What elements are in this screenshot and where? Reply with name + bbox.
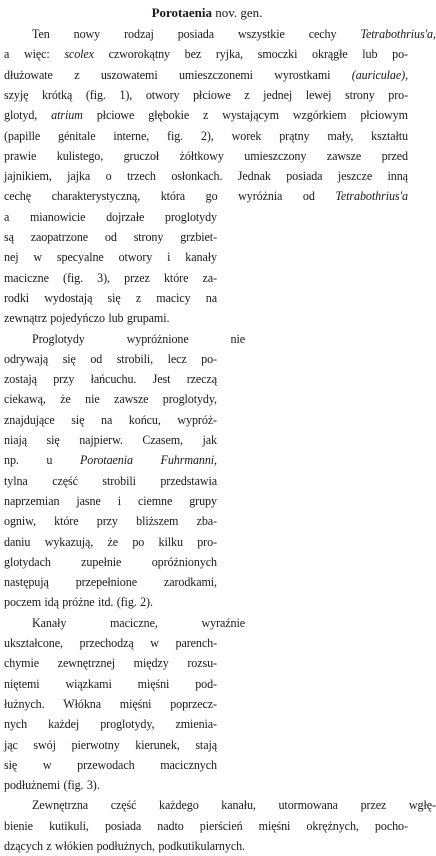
- word: wszystkie: [237, 27, 285, 41]
- text-line: [4, 511, 217, 531]
- word: macicznych: [160, 757, 217, 772]
- word: każdego: [159, 798, 199, 813]
- word: inną: [387, 169, 408, 184]
- word: się: [46, 433, 60, 447]
- word: jasne: [76, 493, 101, 508]
- word: swój: [33, 737, 56, 752]
- word: rodzaj: [124, 27, 154, 41]
- word: kanały: [185, 250, 217, 265]
- word: jąc: [4, 737, 18, 752]
- text-line: [4, 329, 245, 349]
- word: wyraźnie: [201, 615, 245, 630]
- word: umieszczonemi: [178, 67, 253, 82]
- word: końcu,: [128, 412, 161, 427]
- word: wyróżnia: [238, 189, 283, 204]
- word: opróżnionych: [151, 554, 217, 569]
- word: niają: [4, 433, 28, 447]
- text-line: [4, 653, 217, 673]
- word: żółtkowy: [179, 148, 224, 163]
- word: rodki: [4, 290, 30, 305]
- word: mięśni: [119, 696, 152, 711]
- text-line: [4, 24, 436, 44]
- word: przepełnione: [75, 575, 137, 590]
- text-line: [4, 592, 217, 612]
- word: w: [33, 250, 43, 265]
- word: mięśni: [137, 676, 170, 691]
- word: cechę: [4, 189, 32, 204]
- word: strony: [345, 87, 375, 102]
- word: w: [150, 636, 159, 650]
- text-line: [4, 816, 408, 836]
- word: lecz: [167, 351, 187, 366]
- word: wypróż-: [177, 412, 217, 427]
- italic-term: Porotaenia: [79, 453, 133, 468]
- word: okrężnych,: [306, 818, 359, 833]
- text-line: [4, 186, 408, 206]
- word: po-: [392, 47, 408, 62]
- word: głębokie: [148, 108, 190, 123]
- word: (fig.: [85, 87, 106, 102]
- text-line: [4, 694, 217, 714]
- word: poczem: [4, 595, 42, 610]
- section-title: [0, 4, 414, 22]
- word: (papille: [4, 128, 41, 143]
- text-line: [4, 613, 245, 633]
- word: strony: [133, 230, 164, 244]
- word: gruczoł: [123, 148, 160, 163]
- word: pocho-: [374, 818, 408, 833]
- word: podkutikularnych.: [158, 839, 245, 853]
- text-line: [4, 308, 217, 328]
- word: w: [42, 757, 52, 772]
- text-line: [4, 775, 408, 795]
- text-line: [4, 146, 408, 166]
- word: część: [110, 798, 137, 813]
- word: znajdujące: [4, 412, 55, 427]
- text-line: [4, 572, 217, 592]
- word: z: [244, 87, 250, 102]
- word: utormowana: [278, 798, 338, 813]
- word: bliższem: [136, 514, 179, 529]
- word: łańcuchu.: [90, 372, 137, 387]
- word: u: [46, 453, 53, 468]
- word: chymie: [4, 656, 39, 671]
- italic-term: (auriculae),: [351, 67, 408, 82]
- word: lub: [362, 47, 378, 62]
- word: naprzemian: [4, 493, 60, 508]
- word: pierwotny: [71, 737, 120, 752]
- word: jednej: [263, 87, 293, 102]
- word: pro-: [388, 87, 408, 102]
- word: posiada: [286, 169, 323, 184]
- word: Kanały: [32, 615, 67, 630]
- word: kulistego,: [56, 148, 104, 163]
- word: zarodkami,: [163, 575, 217, 590]
- word: od: [90, 351, 103, 366]
- word: czworokątny: [108, 47, 170, 62]
- word: grzbiet-: [180, 230, 217, 244]
- text-line: [4, 349, 217, 369]
- word: zupełnie: [81, 554, 122, 569]
- word: jak: [202, 433, 217, 447]
- word: génitale: [58, 128, 96, 143]
- italic-term: scolex: [64, 47, 94, 62]
- word: płciowe: [193, 87, 231, 102]
- word: smoczki: [257, 47, 298, 62]
- word: 2),: [200, 128, 214, 143]
- word: podłużnych,: [96, 839, 155, 853]
- word: Zewnętrzna: [32, 798, 89, 813]
- genus-suffix: nov. gen.: [215, 5, 263, 20]
- word: najpierw.: [79, 433, 123, 447]
- italic-term: Tetrabothrius'a,: [360, 27, 436, 41]
- word: i: [167, 250, 171, 265]
- italic-term: Fuhrmanni,: [160, 453, 217, 468]
- word: się: [107, 290, 121, 305]
- word: jajka: [67, 169, 91, 184]
- word: pojedyńczo: [50, 311, 105, 326]
- word: podłużnemi: [4, 778, 61, 793]
- word: przez: [124, 270, 150, 285]
- word: wiązkami: [65, 676, 112, 691]
- word: z: [46, 839, 52, 853]
- word: wzgórkiem: [292, 108, 347, 123]
- text-line: [4, 85, 408, 105]
- word: grupami.: [126, 311, 170, 326]
- word: ogniw,: [4, 514, 36, 529]
- word: ciemne: [137, 493, 173, 508]
- word: nej: [4, 250, 19, 265]
- word: łużnych.: [4, 696, 45, 711]
- word: wyrostkami: [274, 67, 331, 82]
- word: przechodzą: [79, 636, 134, 650]
- word: idą: [44, 595, 59, 610]
- text-line: [4, 450, 217, 470]
- word: za-: [202, 270, 217, 285]
- word: przedstawia: [160, 473, 217, 488]
- word: zba-: [196, 514, 217, 529]
- word: Czasem,: [142, 433, 183, 447]
- word: przewodach: [77, 757, 135, 772]
- word: 2).: [140, 595, 153, 610]
- word: parench-: [175, 636, 217, 650]
- text-line: [4, 268, 217, 288]
- word: kanału,: [221, 798, 256, 813]
- word: płciowym: [360, 108, 408, 123]
- text-line: [4, 105, 408, 125]
- word: worek: [231, 128, 262, 143]
- word: z: [74, 67, 80, 82]
- word: Ten: [32, 27, 50, 41]
- word: że: [107, 534, 119, 549]
- word: pro-: [197, 534, 217, 549]
- word: część: [52, 473, 78, 488]
- word: proglotydy: [164, 209, 217, 224]
- word: daniu: [4, 534, 31, 549]
- word: niętemi: [4, 676, 40, 691]
- text-line: [4, 471, 217, 491]
- word: przed: [381, 148, 408, 163]
- word: zmienia-: [175, 717, 217, 732]
- word: pierścień: [199, 818, 243, 833]
- text-line: [4, 227, 217, 247]
- word: (fig.: [116, 595, 137, 610]
- word: 1),: [119, 87, 133, 102]
- word: i: [117, 493, 121, 508]
- word: uszowatemi: [100, 67, 158, 82]
- text-line: [4, 207, 217, 227]
- text-line: [4, 288, 217, 308]
- word: następują: [4, 575, 49, 590]
- word: strobili: [102, 473, 136, 488]
- word: które: [163, 270, 189, 285]
- word: nowy: [73, 27, 101, 41]
- text-line: [4, 65, 408, 85]
- word: przy: [53, 372, 75, 387]
- word: włókien: [54, 839, 94, 853]
- word: mały,: [327, 128, 354, 143]
- word: pod-: [195, 676, 217, 691]
- word: kształtu: [371, 128, 408, 143]
- word: o: [105, 169, 112, 184]
- word: po: [132, 534, 145, 549]
- word: lewej: [305, 87, 332, 102]
- word: tylna: [4, 473, 28, 488]
- word: proglotydy,: [162, 392, 217, 407]
- word: 3),: [97, 270, 110, 285]
- word: (fig.: [63, 270, 84, 285]
- word: Włókna: [63, 696, 101, 711]
- word: między: [133, 656, 169, 671]
- word: otwory: [145, 87, 180, 102]
- word: np.: [4, 453, 19, 468]
- word: mięśni: [258, 818, 291, 833]
- word: z: [135, 290, 142, 305]
- word: nych: [4, 717, 28, 732]
- word: poprzecz-: [170, 696, 217, 711]
- word: itd.: [97, 595, 114, 610]
- word: kierunek,: [135, 737, 180, 752]
- word: każdej: [48, 717, 80, 732]
- text-line: [4, 633, 217, 653]
- word: jajnikiem,: [4, 169, 52, 184]
- word: a: [4, 209, 10, 224]
- word: okrągłe: [312, 47, 348, 62]
- text-line: [4, 126, 408, 146]
- word: zewnętrznej: [57, 656, 115, 671]
- italic-term: atrium: [51, 108, 83, 123]
- word: od: [104, 230, 117, 244]
- word: rzeczą: [186, 372, 217, 387]
- word: na: [101, 412, 113, 427]
- word: maciczne: [4, 270, 49, 285]
- word: że: [60, 392, 71, 407]
- word: bienie: [4, 818, 33, 833]
- text-line: [4, 389, 217, 409]
- text-line: [4, 369, 217, 389]
- word: (fig.: [63, 778, 84, 793]
- text-line: [4, 735, 217, 755]
- word: macicy: [156, 290, 191, 305]
- word: glotyd,: [4, 108, 38, 123]
- text-line: [4, 430, 217, 450]
- word: które: [54, 514, 79, 529]
- word: a: [4, 47, 10, 62]
- word: bez: [184, 47, 202, 62]
- word: interne,: [113, 128, 150, 143]
- word: glotydach: [4, 554, 51, 569]
- word: zostają: [4, 372, 37, 387]
- word: jeszcze: [337, 169, 373, 184]
- word: od: [302, 189, 315, 204]
- word: otwory: [118, 250, 153, 265]
- word: płciowe: [96, 108, 135, 123]
- word: wykazują,: [44, 534, 94, 549]
- word: zawsze: [114, 392, 149, 407]
- word: ukształcone,: [4, 636, 63, 650]
- text-line: [4, 836, 408, 856]
- word: która: [160, 189, 186, 204]
- word: trzech: [126, 169, 156, 184]
- word: się: [71, 412, 85, 427]
- word: odrywają: [4, 351, 49, 366]
- word: strobili,: [116, 351, 154, 366]
- word: 3).: [86, 778, 100, 793]
- word: się: [4, 757, 18, 772]
- genus-name: Porotaenia: [151, 5, 212, 20]
- word: wystającym: [222, 108, 279, 123]
- word: fig.: [167, 128, 184, 143]
- text-line: [4, 166, 408, 186]
- word: dzących: [4, 839, 43, 853]
- word: wypróżnione: [126, 331, 189, 346]
- word: grupy: [189, 493, 217, 508]
- word: specyalne: [56, 250, 104, 265]
- text-line: [4, 674, 217, 694]
- word: zaopatrzone: [30, 230, 89, 244]
- text-line: [4, 552, 217, 572]
- word: nie: [230, 331, 245, 346]
- word: rozsu-: [187, 656, 217, 671]
- text-line: [4, 491, 217, 511]
- word: wgłę-: [408, 798, 436, 813]
- word: szyję: [4, 87, 29, 102]
- word: umieszczony: [244, 148, 307, 163]
- word: go: [205, 189, 218, 204]
- word: nie: [85, 392, 100, 407]
- word: krótką: [41, 87, 73, 102]
- word: osłonkach.: [171, 169, 223, 184]
- word: prątny: [279, 128, 310, 143]
- word: są: [4, 230, 14, 244]
- word: prawie: [4, 148, 37, 163]
- word: na: [205, 290, 217, 305]
- word: się: [62, 351, 76, 366]
- word: kutikuli,: [49, 818, 89, 833]
- word: lub: [108, 311, 124, 326]
- word: charakterystyczną,: [51, 189, 141, 204]
- word: przy: [96, 514, 118, 529]
- italic-term: Tetrabothrius'a: [335, 189, 408, 204]
- word: cechy: [308, 27, 337, 41]
- word: wydostają: [44, 290, 93, 305]
- word: po-: [201, 351, 217, 366]
- word: stają: [195, 737, 217, 752]
- text-line: [4, 714, 217, 734]
- word: posiada: [104, 818, 142, 833]
- word: dojrzałe: [106, 209, 145, 224]
- word: kilku: [158, 534, 183, 549]
- word: próżne: [62, 595, 95, 610]
- text-line: [4, 795, 436, 815]
- word: z: [203, 108, 209, 123]
- word: Jest: [152, 372, 171, 387]
- word: maciczne,: [110, 615, 158, 630]
- word: dłużowate: [4, 67, 53, 82]
- text-line: [4, 44, 408, 64]
- text-line: [4, 410, 217, 430]
- word: ciekawą,: [4, 392, 46, 407]
- text-line: [4, 532, 217, 552]
- word: posiada: [177, 27, 214, 41]
- word: zewnątrz: [4, 311, 47, 326]
- word: przez: [360, 798, 387, 813]
- word: ryjka,: [215, 47, 244, 62]
- word: zawsze: [326, 148, 362, 163]
- word: Proglotydy: [32, 331, 85, 346]
- word: nadto: [157, 818, 184, 833]
- text-line: [4, 247, 217, 267]
- text-line: [4, 755, 217, 775]
- word: więc:: [23, 47, 50, 62]
- word: mianowicie: [29, 209, 86, 224]
- word: proglotydy,: [100, 717, 155, 732]
- word: Jednak: [237, 169, 271, 184]
